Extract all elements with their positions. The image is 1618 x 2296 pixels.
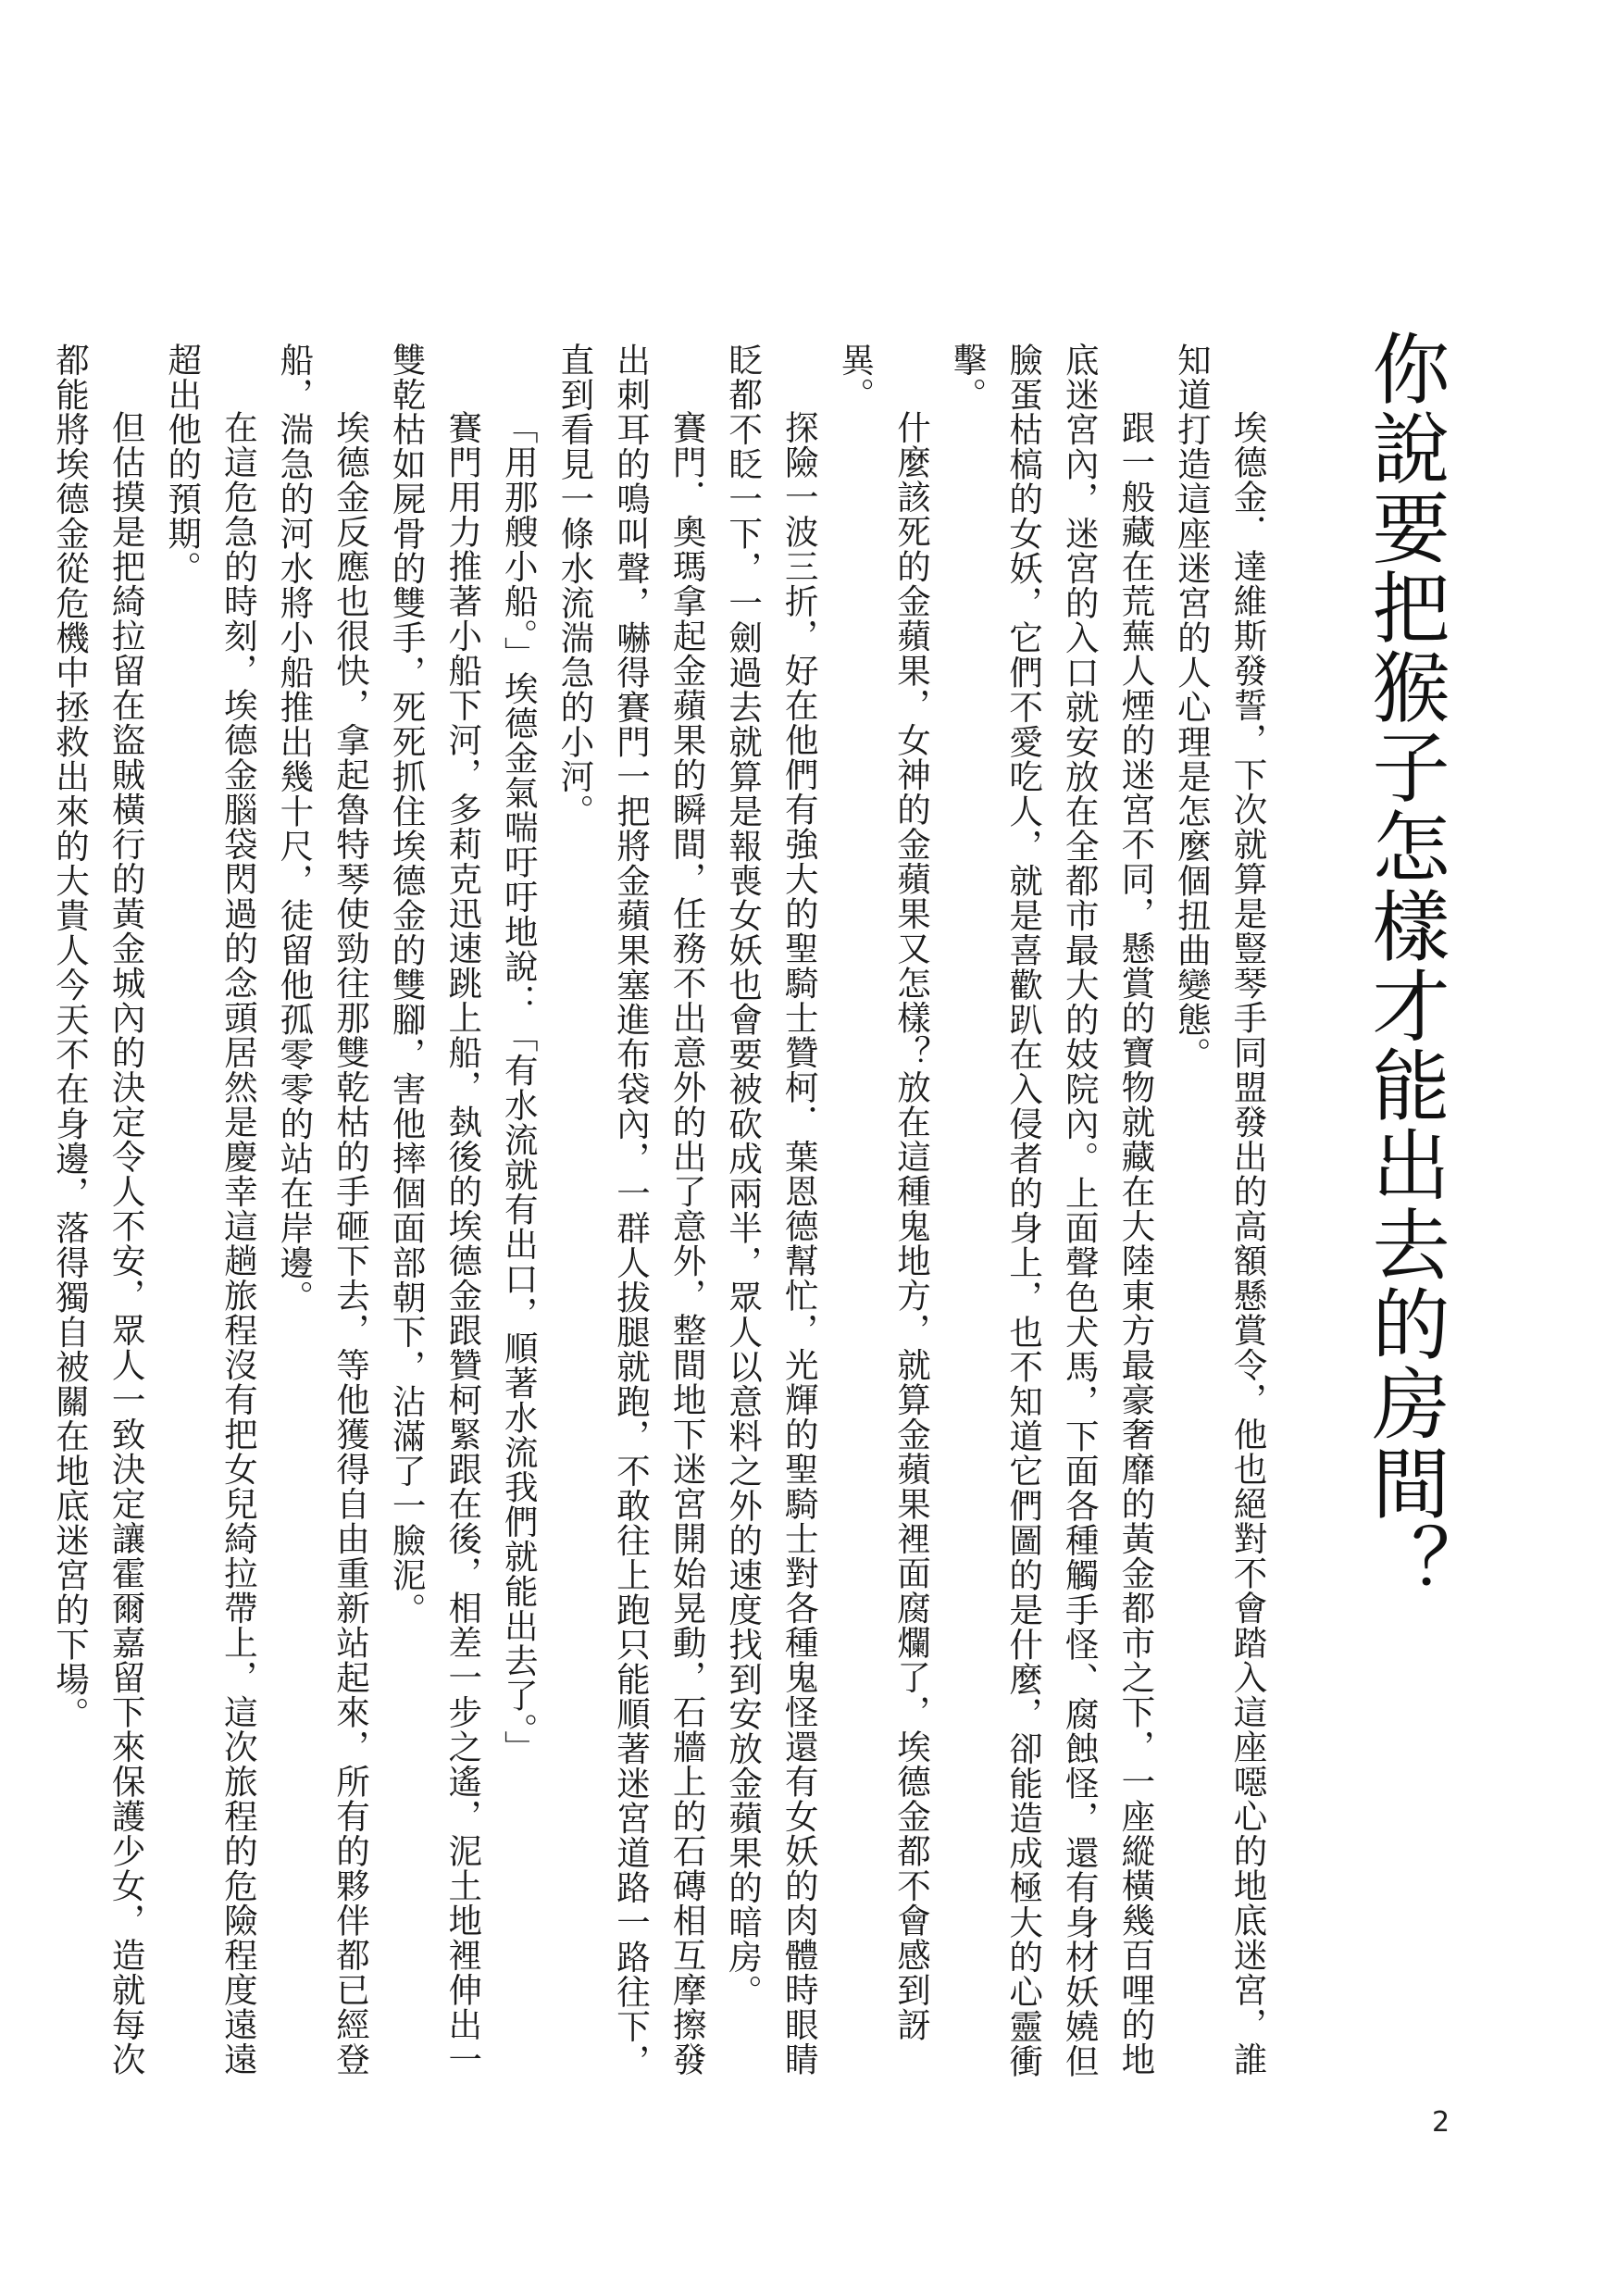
paragraph: 埃德金反應也很快，拿起魯特琴使勁往那雙乾枯的手砸下去，等他獲得自由重新站起來，所有的夥伴都已經登船，湍急的河水將小船推出幾十尺，徒留他孤零零的站在岸邊。 bbox=[274, 343, 371, 2077]
paragraph: 但估摸是把綺拉留在盜賊橫行的黃金城內的決定令人不安，眾人一致決定讓霍爾嘉留下來保護少女，造就每次都能將埃德金從危機中拯救出來的大貴人今天不在身邊，落得獨自被關在地底迷宮的下場。 bbox=[50, 343, 147, 2077]
paragraph: 賽門．奧瑪拿起金蘋果的瞬間，任務不出意外的出了意外，整間地下迷宮開始晃動，石牆上的石磚相互摩擦發出刺耳的鳴叫聲，嚇得賽門一把將金蘋果塞進布袋內，一群人拔腿就跑，不敢往上跑只能順著迷宮道路一路往下，直到看見一條水流湍急的小河。 bbox=[554, 343, 708, 2078]
body-text bbox=[50, 343, 1276, 2102]
paragraph: 埃德金．達維斯發誓，下次就算是豎琴手同盟發出的高額懸賞令，他也絕對不會踏入這座噁心的地底迷宮，誰知道打造這座迷宮的人心理是怎麼個扭曲變態。 bbox=[1172, 343, 1268, 2077]
page-number: 2 bbox=[1432, 2106, 1450, 2139]
paragraph: 賽門用力推著小船下河，多莉克迅速跳上船，埶後的埃德金跟贊柯緊跟在後，相差一步之遙，泥土地裡伸出一雙乾枯如屍骨的雙手，死死抓住埃德金的雙腳，害他摔個面部朝下，沾滿了一臉泥。 bbox=[387, 343, 483, 2077]
paragraph: 「用那艘小船。」埃德金氣喘吁吁地說：「有水流就有出口，順著水流我們就能出去了。」 bbox=[499, 410, 540, 1766]
paragraph: 探險一波三折，好在他們有強大的聖騎士贊柯．葉恩德幫忙，光輝的聖騎士對各種鬼怪還有女妖的肉體時眼睛眨都不眨一下，一劍過去就算是報喪女妖也會要被砍成兩半，眾人以意料之外的速度找到安放金蘋果的暗房。 bbox=[723, 343, 820, 2077]
chapter-title: 你說要把猴子怎樣才能出去的房間？ bbox=[1360, 329, 1450, 1603]
paragraph: 什麼該死的金蘋果，女神的金蘋果又怎樣？放在這種鬼地方，就算金蘋果裡面腐爛了，埃德金都不會感到訝異。 bbox=[835, 343, 932, 2042]
paragraph: 跟一般藏在荒蕪人煙的迷宮不同，懸賞的寶物就藏在大陸東方最豪奢靡的黃金都市之下，一座縱橫幾百哩的地底迷宮內，迷宮的入口就安放在全都市最大的妓院內。上面聲色犬馬，下面各種觸手怪、腐蝕怪，還有身材妖嬈但臉蛋枯槁的女妖，它們不愛吃人，就是喜歡趴在入侵者的身上，也不知道它們圖的是什麼，卻能造成極大的心靈衝擊。 bbox=[948, 343, 1156, 2078]
paragraph: 在這危急的時刻，埃德金腦袋閃過的念頭居然是慶幸這趟旅程沒有把女兒綺拉帶上，這次旅程的危險程度遠遠超出他的預期。 bbox=[162, 343, 259, 2077]
